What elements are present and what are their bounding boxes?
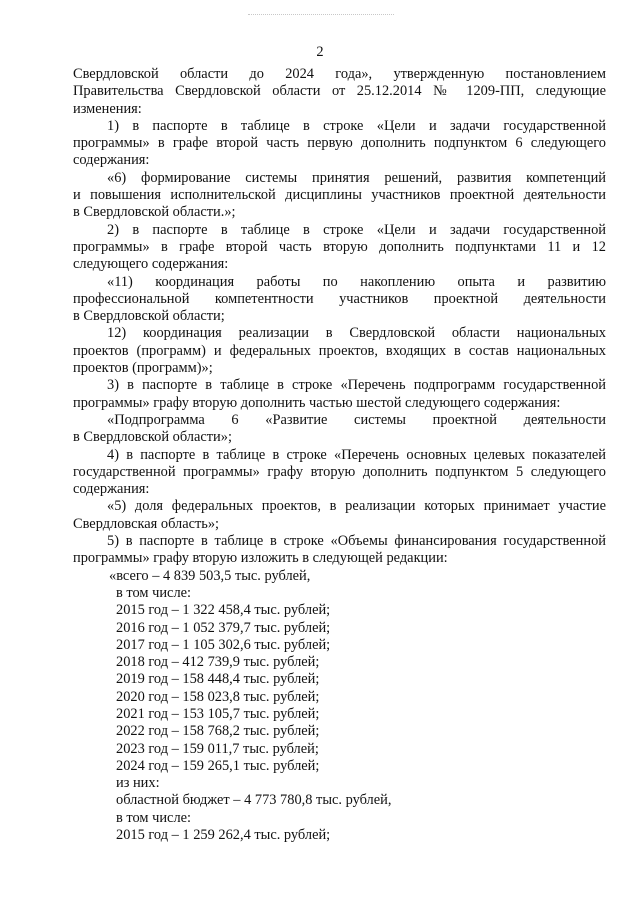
text-line: в том числе: <box>116 584 192 601</box>
text-line: в Свердловской области»; <box>73 429 232 446</box>
text-line: в Свердловской области.»; <box>73 204 236 221</box>
text-line: 4) в паспорте в таблице в строке «Перечень основных целевых показателей <box>107 446 606 463</box>
text-line: 2) в паспорте в таблице в строке «Цели и задачи государственной <box>107 221 606 238</box>
scan-header-mark <box>248 14 394 18</box>
text-line: из них: <box>116 775 160 792</box>
text-line: «6) формирование системы принятия решений, развития компетенций <box>107 169 606 186</box>
text-line: проектов (программ)»; <box>73 360 213 377</box>
text-line: 2018 год – 412 739,9 тыс. рублей; <box>116 654 320 671</box>
text-line: в том числе: <box>116 809 192 826</box>
text-line: в Свердловской области; <box>73 308 225 325</box>
text-line: «всего – 4 839 503,5 тыс. рублей, <box>109 567 311 584</box>
text-line: профессиональной компетентности участников проектной деятельности <box>73 290 606 307</box>
text-line: и повышения исполнительской дисциплины участников проектной деятельности <box>73 187 606 204</box>
text-line: программы» графу вторую дополнить частью шестой следующего содержания: <box>73 394 561 411</box>
text-line: 3) в паспорте в таблице в строке «Перечень подпрограмм государственной <box>107 377 606 394</box>
text-line: «11) координация работы по накоплению опыта и развитию <box>107 273 606 290</box>
text-line: 2015 год – 1 322 458,4 тыс. рублей; <box>116 602 331 619</box>
text-line: 2015 год – 1 259 262,4 тыс. рублей; <box>116 827 331 844</box>
text-line: 2024 год – 159 265,1 тыс. рублей; <box>116 757 320 774</box>
text-line: 1) в паспорте в таблице в строке «Цели и задачи государственной <box>107 117 606 134</box>
text-line: 2022 год – 158 768,2 тыс. рублей; <box>116 723 320 740</box>
text-line: 2019 год – 158 448,4 тыс. рублей; <box>116 671 320 688</box>
text-line: программы» в графе второй часть первую дополнить подпунктом 6 следующего <box>73 135 606 152</box>
text-line: 12) координация реализации в Свердловской области национальных <box>107 325 606 342</box>
text-line: государственной программы» графу вторую дополнить подпунктом 5 следующего <box>73 463 606 480</box>
text-line: 2020 год – 158 023,8 тыс. рублей; <box>116 688 320 705</box>
text-line: «Подпрограмма 6 «Развитие системы проектной деятельности <box>107 411 606 428</box>
document-body <box>73 66 606 844</box>
text-line: областной бюджет – 4 773 780,8 тыс. рублей, <box>116 792 392 809</box>
text-line: изменения: <box>73 100 142 117</box>
text-line: Правительства Свердловской области от 25.12.2014 № 1209-ПП, следующие <box>73 83 606 100</box>
text-line: 2021 год – 153 105,7 тыс. рублей; <box>116 705 320 722</box>
text-line: следующего содержания: <box>73 256 229 273</box>
text-line: 5) в паспорте в таблице в строке «Объемы финансирования государственной <box>107 533 606 550</box>
text-line: проектов (программ) и федеральных проектов, входящих в состав национальных <box>73 342 606 359</box>
text-line: «5) доля федеральных проектов, в реализации которых принимает участие <box>107 498 606 515</box>
text-line: Свердловской области до 2024 года», утвержденную постановлением <box>73 66 606 82</box>
text-line: 2023 год – 159 011,7 тыс. рублей; <box>116 740 319 757</box>
text-line: 2017 год – 1 105 302,6 тыс. рублей; <box>116 636 331 653</box>
text-line: Свердловская область»; <box>73 515 220 532</box>
text-line: программы» в графе второй часть вторую дополнить подпунктами 11 и 12 <box>73 238 606 255</box>
text-line: содержания: <box>73 152 150 169</box>
text-line: содержания: <box>73 481 150 498</box>
text-line: программы» графу вторую изложить в следующей редакции: <box>73 550 448 567</box>
page-number: 2 <box>316 44 324 60</box>
text-line: 2016 год – 1 052 379,7 тыс. рублей; <box>116 619 331 636</box>
